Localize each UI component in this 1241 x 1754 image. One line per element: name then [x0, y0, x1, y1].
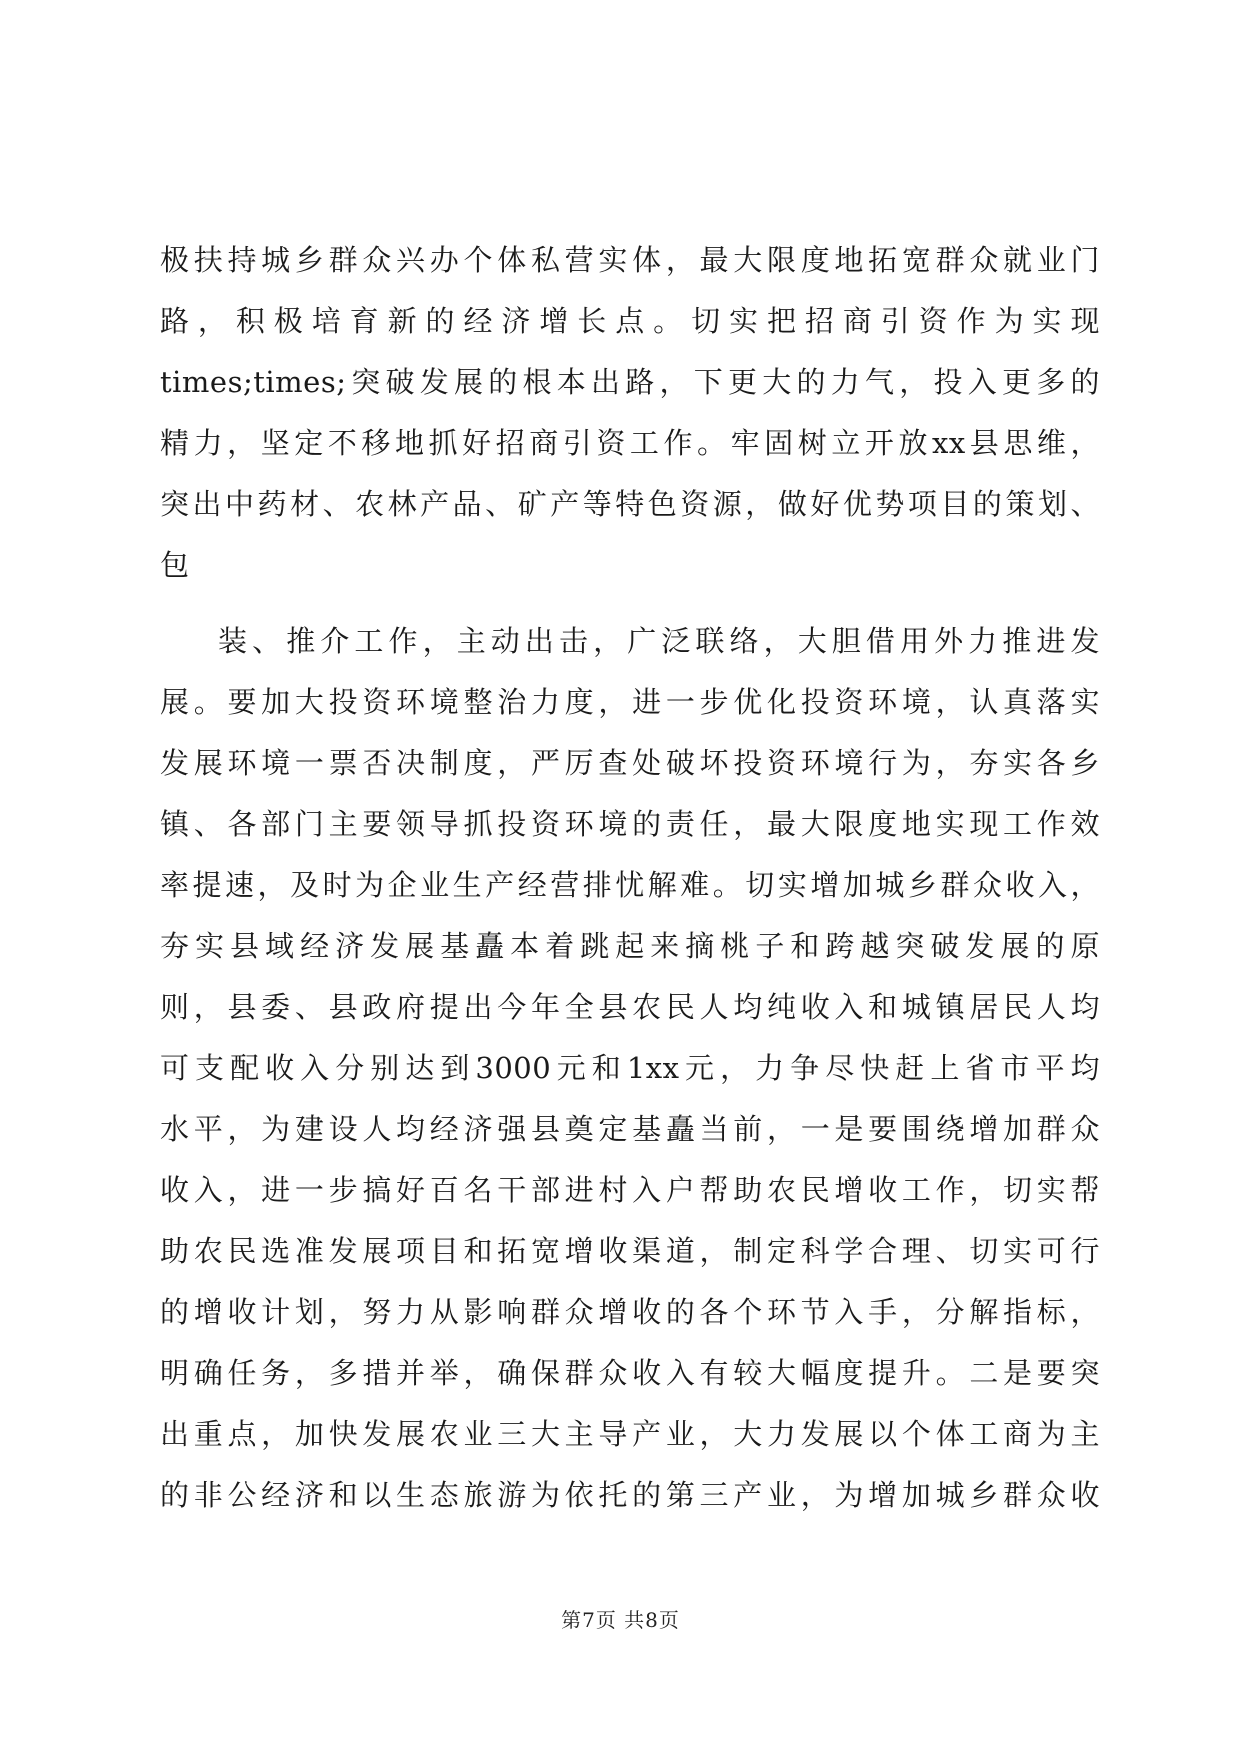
text-line: 的非公经济和以生态旅游为依托的第三产业，为增加城乡群众收 — [160, 1478, 1100, 1512]
text-line: 收入，进一步搞好百名干部进村入户帮助农民增收工作，切实帮 — [160, 1173, 1100, 1207]
paragraph-1 — [160, 230, 1100, 596]
text-line: 极扶持城乡群众兴办个体私营实体，最大限度地拓宽群众就业门 — [160, 243, 1100, 277]
text-line: 镇、各部门主要领导抓投资环境的责任，最大限度地实现工作效 — [160, 807, 1100, 841]
text-line: 助农民选准发展项目和拓宽增收渠道，制定科学合理、切实可行 — [160, 1234, 1100, 1268]
text-line: 展。要加大投资环境整治力度，进一步优化投资环境，认真落实 — [160, 685, 1100, 719]
paragraph-gap — [160, 596, 1100, 611]
text-line: 精力，坚定不移地抓好招商引资工作。牢固树立开放xx县思维， — [160, 426, 1100, 460]
text-line: 可支配收入分别达到3000元和1xx元，力争尽快赶上省市平均 — [160, 1051, 1100, 1085]
text-line: 突出中药材、农林产品、矿产等特色资源，做好优势项目的策划、 — [160, 487, 1100, 521]
text-line: 水平，为建设人均经济强县奠定基矗当前，一是要围绕增加群众 — [160, 1112, 1100, 1146]
paragraph-2 — [160, 611, 1100, 1526]
page-number-footer: 第7页 共8页 — [561, 1608, 680, 1632]
text-line: times;times;突破发展的根本出路，下更大的力气，投入更多的 — [160, 365, 1100, 399]
text-line: 出重点，加快发展农业三大主导产业，大力发展以个体工商为主 — [160, 1417, 1100, 1451]
text-line: 装、推介工作，主动出击，广泛联络，大胆借用外力推进发 — [218, 624, 1100, 658]
text-line: 率提速，及时为企业生产经营排忧解难。切实增加城乡群众收入， — [160, 868, 1100, 902]
text-line: 发展环境一票否决制度，严厉查处破坏投资环境行为，夯实各乡 — [160, 746, 1100, 780]
document-body — [160, 230, 1100, 1526]
text-line: 路，积极培育新的经济增长点。切实把招商引资作为实现 — [160, 304, 1100, 338]
text-line: 的增收计划，努力从影响群众增收的各个环节入手，分解指标， — [160, 1295, 1100, 1329]
text-line: 夯实县域经济发展基矗本着跳起来摘桃子和跨越突破发展的原 — [160, 929, 1100, 963]
text-line: 则，县委、县政府提出今年全县农民人均纯收入和城镇居民人均 — [160, 990, 1100, 1024]
text-line: 明确任务，多措并举，确保群众收入有较大幅度提升。二是要突 — [160, 1356, 1100, 1390]
text-line: 包 — [160, 548, 190, 582]
